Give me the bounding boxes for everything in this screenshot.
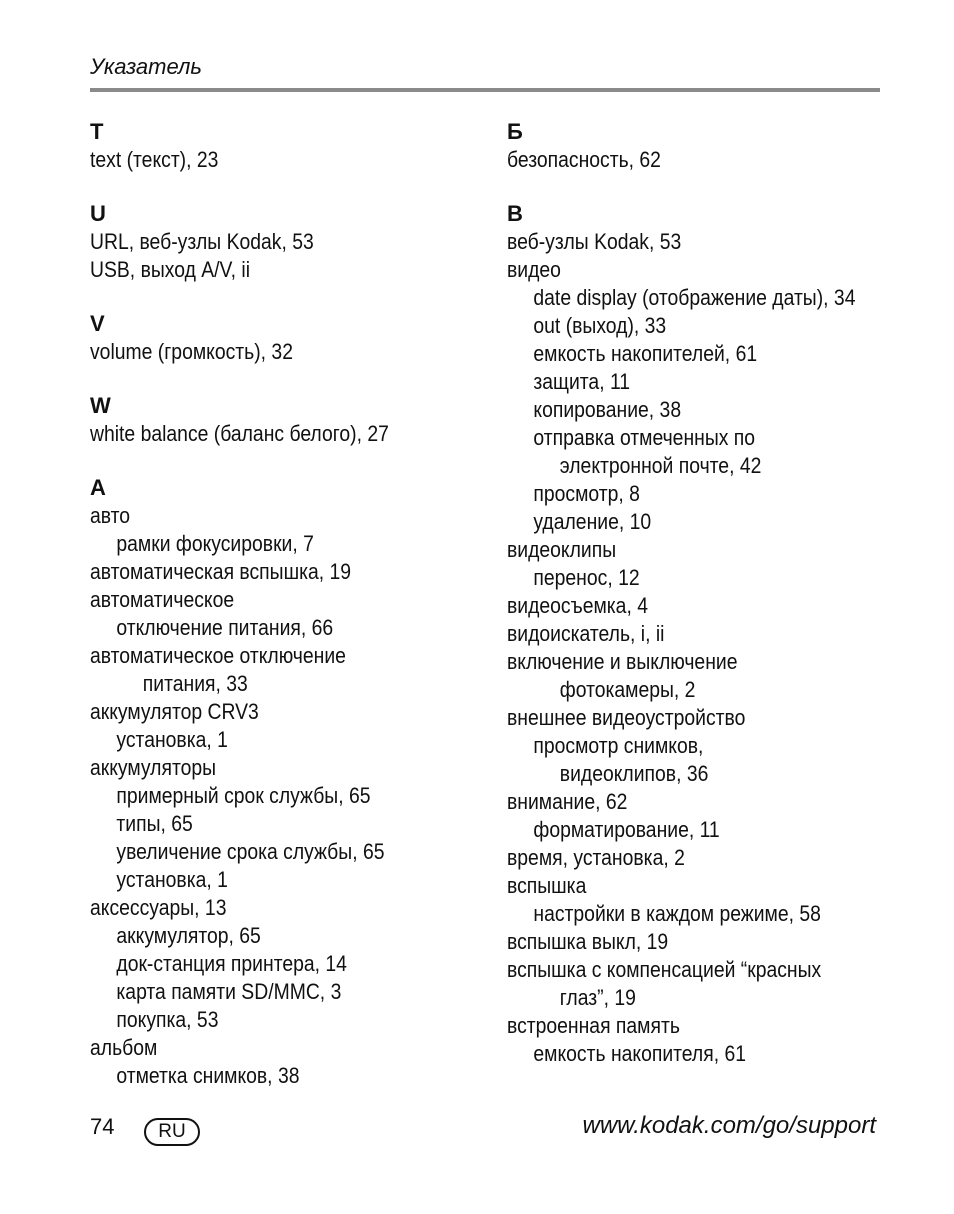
- index-entry: авто: [90, 503, 131, 528]
- index-entry: внимание, 62: [507, 789, 628, 814]
- page-header-title: Указатель: [90, 54, 202, 79]
- index-section: [90, 310, 490, 366]
- index-section: [90, 474, 490, 1090]
- index-entry: просмотр, 8: [533, 481, 640, 506]
- index-entry: white balance (баланс белого), 27: [90, 421, 389, 446]
- index-entry: вспышка с компенсацией “красных: [507, 957, 822, 982]
- index-entry: отправка отмеченных по: [533, 425, 756, 450]
- index-entry: URL, веб-узлы Kodak, 53: [90, 229, 314, 254]
- index-entry: настройки в каждом режиме, 58: [533, 901, 821, 926]
- index-entry: видео: [507, 257, 561, 282]
- index-entry: установка, 1: [116, 727, 228, 752]
- index-entry: копирование, 38: [533, 397, 682, 422]
- section-gap: [90, 448, 490, 474]
- index-section: [90, 392, 490, 448]
- index-entry: внешнее видеоустройство: [507, 705, 746, 730]
- index-entry: емкость накопителей, 61: [533, 341, 758, 366]
- index-entry: типы, 65: [116, 811, 193, 836]
- index-entry: out (выход), 33: [533, 313, 667, 338]
- index-entry: автоматическое: [90, 587, 235, 612]
- index-entry: альбом: [90, 1035, 158, 1060]
- section-gap: [90, 366, 490, 392]
- index-entry: аккумулятор CRV3: [90, 699, 259, 724]
- index-entry: установка, 1: [116, 867, 228, 892]
- index-entry: примерный срок службы, 65: [116, 783, 371, 808]
- header-rule: [90, 88, 880, 92]
- index-entry: фотокамеры, 2: [559, 677, 696, 702]
- section-letter: V: [90, 311, 105, 336]
- index-entry: видеоклипы: [507, 537, 617, 562]
- index-section: [507, 118, 907, 174]
- index-entry: отключение питания, 66: [116, 615, 334, 640]
- index-section: [90, 200, 490, 284]
- index-entry: рамки фокусировки, 7: [116, 531, 314, 556]
- index-column-right: [507, 118, 907, 1068]
- index-column-left: [90, 118, 490, 1090]
- section-letter: T: [90, 119, 104, 144]
- index-entry: док-станция принтера, 14: [116, 951, 347, 976]
- index-entry: видоискатель, i, ii: [507, 621, 665, 646]
- index-entry: веб-узлы Kodak, 53: [507, 229, 682, 254]
- section-letter: Б: [507, 119, 523, 144]
- section-gap: [90, 284, 490, 310]
- index-entry: видеосъемка, 4: [507, 593, 648, 618]
- index-entry: электронной почте, 42: [559, 453, 762, 478]
- section-letter: А: [90, 475, 106, 500]
- index-entry: text (текст), 23: [90, 147, 219, 172]
- index-entry: аккумулятор, 65: [116, 923, 261, 948]
- language-badge: RU: [144, 1118, 200, 1146]
- index-section: [507, 200, 907, 1068]
- index-entry: автоматическое отключение: [90, 643, 346, 668]
- section-gap: [90, 174, 490, 200]
- index-entry: date display (отображение даты), 34: [533, 285, 856, 310]
- index-entry: volume (громкость), 32: [90, 339, 293, 364]
- section-letter: U: [90, 201, 106, 226]
- page-number: 74: [90, 1114, 115, 1139]
- index-entry: USB, выход A/V, ii: [90, 257, 251, 282]
- index-entry: видеоклипов, 36: [559, 761, 709, 786]
- support-url-link[interactable]: www.kodak.com/go/support: [582, 1112, 876, 1139]
- section-gap: [507, 174, 907, 200]
- index-entry: включение и выключение: [507, 649, 738, 674]
- section-letter: В: [507, 201, 523, 226]
- index-entry: отметка снимков, 38: [116, 1063, 300, 1088]
- index-entry: безопасность, 62: [507, 147, 661, 172]
- index-section: [90, 118, 490, 174]
- index-entry: карта памяти SD/MMC, 3: [116, 979, 342, 1004]
- index-entry: питания, 33: [142, 671, 248, 696]
- index-entry: встроенная память: [507, 1013, 680, 1038]
- index-entry: автоматическая вспышка, 19: [90, 559, 352, 584]
- index-entry: аксессуары, 13: [90, 895, 227, 920]
- index-entry: глаз”, 19: [559, 985, 636, 1010]
- index-entry: вспышка выкл, 19: [507, 929, 669, 954]
- section-letter: W: [90, 393, 111, 418]
- index-entry: емкость накопителя, 61: [533, 1041, 747, 1066]
- index-entry: форматирование, 11: [533, 817, 720, 842]
- index-entry: аккумуляторы: [90, 755, 217, 780]
- index-entry: вспышка: [507, 873, 587, 898]
- index-entry: защита, 11: [533, 369, 631, 394]
- index-entry: время, установка, 2: [507, 845, 685, 870]
- index-entry: просмотр снимков,: [533, 733, 704, 758]
- index-entry: покупка, 53: [116, 1007, 219, 1032]
- index-entry: удаление, 10: [533, 509, 652, 534]
- index-entry: увеличение срока службы, 65: [116, 839, 385, 864]
- index-entry: перенос, 12: [533, 565, 640, 590]
